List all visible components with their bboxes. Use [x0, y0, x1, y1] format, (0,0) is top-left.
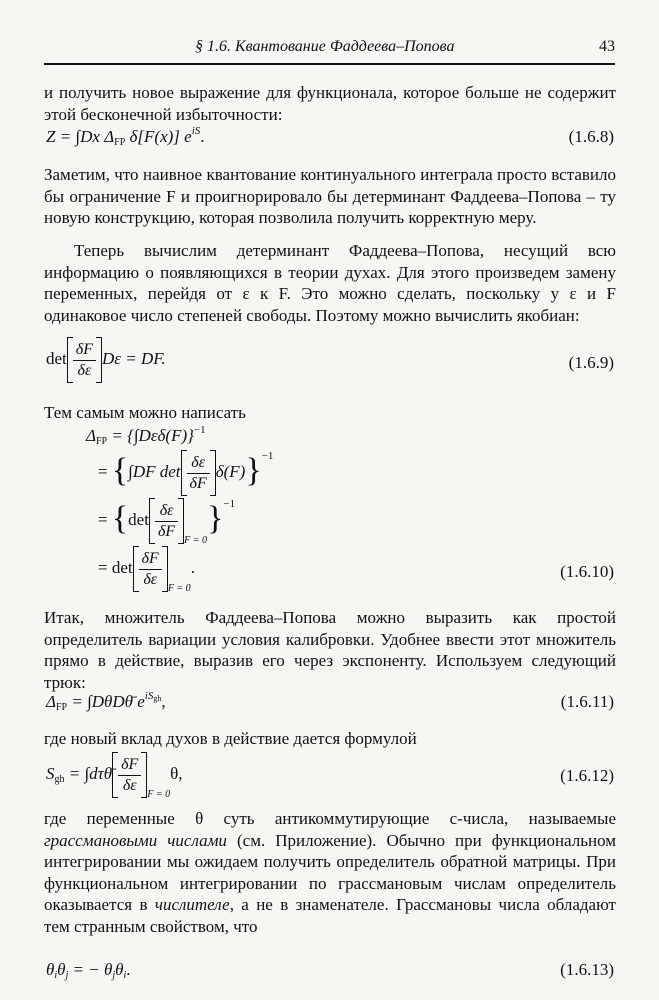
eq-sup: iS	[144, 690, 154, 702]
eq-part: Δ	[86, 426, 96, 445]
right-brace: }	[245, 452, 262, 489]
numerator: δε	[155, 501, 178, 522]
fraction	[155, 501, 178, 542]
eq-part: = det	[98, 557, 133, 577]
equation-number: (1.6.11)	[560, 692, 614, 711]
denominator: δF	[189, 474, 207, 492]
equation-1-6-10	[46, 420, 616, 600]
eq-part: .	[190, 557, 195, 577]
eq-1-6-10-line-1	[86, 426, 206, 446]
eq-part: θ	[46, 960, 55, 979]
equation-1-6-9	[46, 337, 616, 383]
paragraph-4: Тем самым можно написать	[44, 403, 246, 422]
eq-sup: −1	[193, 424, 206, 436]
eq-sub: j	[112, 970, 116, 981]
page-number: 43	[599, 38, 615, 55]
eq-part: ,	[161, 692, 166, 711]
eq-sup-sub: gh	[153, 694, 162, 703]
eq-part: det	[128, 509, 149, 529]
eq-1-6-8-sup: iS	[191, 125, 201, 137]
eq-1-6-8-sub: FP	[114, 137, 126, 148]
eq-1-6-9-det: det	[46, 348, 67, 368]
eq-part: =	[98, 509, 112, 529]
eq-part: .	[126, 960, 131, 979]
eq-part: θ,	[170, 763, 183, 783]
eq-1-6-9-rest: Dε = DF.	[102, 348, 166, 368]
paragraph-1: и получить новое выражение для функционала, которое больше не содержит этой бесконечной избыточности:	[44, 83, 616, 124]
eq-part: Δ	[46, 692, 56, 711]
eq-sub: F = 0	[147, 788, 171, 800]
section-title: § 1.6. Квантование Фаддеева–Попова	[195, 38, 455, 55]
eq-sub: F = 0	[184, 534, 208, 546]
eq-sup: −1	[261, 449, 274, 462]
equation-number: (1.6.9)	[568, 353, 614, 372]
left-brace: {	[111, 452, 129, 489]
eq-sub: gh	[54, 773, 65, 785]
eq-sub: FP	[95, 436, 108, 447]
left-brace: {	[111, 500, 129, 537]
equation-number: (1.6.8)	[568, 127, 614, 146]
paragraph-3: Теперь вычислим детерминант Фаддеева–Попова, несущий всю информацию о появляющихся в теории духах. Для этого произведем замену переменных, перейдя от ε к F. Это можно сделать, поскольку у ε и F одинаковое число степеней свободы. Поэтому можно вычислить якобиан:	[44, 241, 616, 325]
p7-text: (см. Приложение). Обычно при функциональном интегрировании мы ожидаем получить определитель обратной матрицы. При функциональном интегрировании по грассмановым числам определитель оказывается в	[44, 830, 617, 915]
right-brace: }	[207, 500, 224, 537]
eq-part: =	[98, 461, 112, 481]
equation-number: (1.6.13)	[560, 960, 614, 979]
p7-text: где переменные θ суть антикоммутирующие c-числа, называемые	[44, 809, 616, 828]
denominator: δε	[143, 570, 158, 588]
eq-part: θ	[57, 960, 66, 979]
eq-part: = ∫DθDθ̄ e	[67, 692, 145, 711]
eq-sub: j	[65, 970, 69, 981]
p7-emph: грассмановыми числами	[44, 830, 227, 850]
denominator: δε	[122, 776, 137, 794]
p7-text: , а не в знаменателе. Грассмановы числа обладают тем странным свойством, что	[44, 895, 616, 936]
paragraph-5: Итак, множитель Фаддеева–Попова можно выразить как простой определитель вариации условия калибровки. Удобнее ввести этот множитель прямо в действие, выразив его через экспоненту. Используем следующий трюк:	[44, 608, 616, 692]
eq-1-6-8-end: .	[200, 127, 205, 146]
p7-emph: числителе	[154, 895, 230, 915]
denominator: δε	[77, 361, 92, 379]
numerator: δF	[73, 340, 96, 361]
eq-1-6-10-line-2	[98, 450, 273, 496]
equation-1-6-12	[46, 752, 616, 798]
eq-1-6-8-lhs: Z = ∫Dx Δ	[46, 127, 115, 146]
fraction	[139, 549, 162, 590]
eq-sub: i	[123, 970, 127, 981]
equation-1-6-13	[46, 960, 616, 980]
denominator: δF	[157, 522, 176, 540]
eq-part: = {∫Dεδ(F)}	[107, 426, 194, 445]
equation-number: (1.6.12)	[560, 766, 614, 785]
eq-sup: −1	[223, 497, 236, 510]
eq-part: = ∫dτθ̄	[64, 763, 113, 783]
paragraph-6: где новый вклад духов в действие дается формулой	[44, 729, 417, 748]
eq-part: δ(F)	[215, 461, 246, 481]
fraction	[118, 755, 141, 796]
fraction	[73, 340, 96, 381]
header-rule	[44, 63, 615, 65]
eq-sub: F = 0	[167, 582, 191, 594]
eq-part: = − θ	[68, 960, 113, 979]
eq-sub: i	[54, 970, 58, 981]
running-header	[45, 38, 615, 62]
eq-part: S	[46, 763, 55, 783]
fraction	[187, 453, 210, 494]
eq-part: θ	[115, 960, 124, 979]
paragraph-2: Заметим, что наивное квантование континуального интеграла просто вставило бы ограничение F и проигнорировало бы детерминант Фаддеева–Попова – ту новую конструкцию, которая позволила получить корректную меру.	[44, 165, 616, 228]
numerator: δε	[187, 453, 210, 474]
numerator: δF	[118, 755, 141, 776]
eq-1-6-10-line-3	[98, 498, 235, 544]
eq-part: ∫DF det	[128, 461, 181, 481]
equation-number: (1.6.10)	[560, 562, 614, 581]
paragraph-7	[44, 808, 616, 938]
equation-1-6-8	[46, 127, 616, 147]
right-bracket	[162, 546, 168, 592]
numerator: δF	[139, 549, 162, 570]
eq-1-6-10-line-4	[98, 546, 195, 592]
eq-1-6-8-mid: δ[F(x)] e	[125, 127, 192, 146]
eq-sub: FP	[55, 702, 68, 713]
equation-1-6-11	[46, 692, 616, 712]
